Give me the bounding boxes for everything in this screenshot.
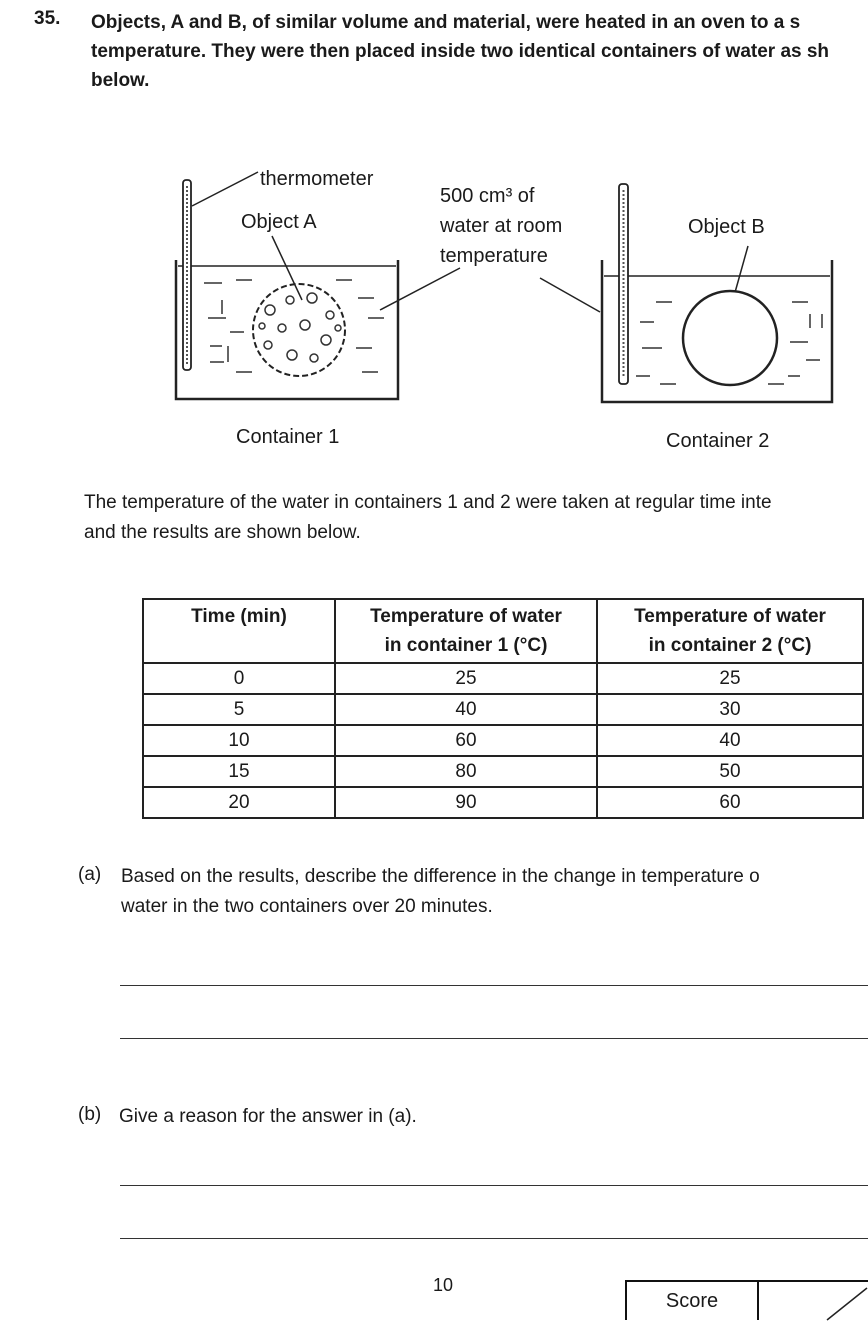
score-slash-mark (757, 1282, 868, 1322)
table-row (143, 725, 863, 756)
part-a-text: Based on the results, describe the difference in the change in temperature o water in the two containers over 20 minutes. (121, 866, 760, 917)
experiment-diagram (0, 150, 868, 460)
answer-line-b2[interactable] (120, 1238, 868, 1239)
table-cell: 25 (335, 663, 597, 694)
table-cell: 0 (143, 663, 335, 694)
score-label-box: Score (625, 1280, 759, 1320)
table-row (143, 694, 863, 725)
table-cell: 90 (335, 787, 597, 818)
table-cell: 60 (597, 787, 863, 818)
header-container-1: Temperature of water in container 1 (°C) (335, 599, 597, 663)
table-cell: 25 (597, 663, 863, 694)
table-cell: 15 (143, 756, 335, 787)
table-cell: 20 (143, 787, 335, 818)
table-cell: 80 (335, 756, 597, 787)
part-a-label: (a) (78, 864, 102, 885)
thermometer-1 (183, 180, 191, 370)
label-water-1: 500 cm³ of (440, 185, 535, 207)
label-container-1: Container 1 (236, 426, 340, 448)
table-cell: 40 (335, 694, 597, 725)
thermometer-2 (619, 184, 628, 384)
label-object-a: Object A (241, 211, 317, 233)
object-a (253, 284, 345, 376)
results-table (142, 598, 864, 819)
label-water-3: temperature (440, 245, 548, 267)
table-cell: 40 (597, 725, 863, 756)
results-intro: The temperature of the water in containers 1 and 2 were taken at regular time inte and the results are shown below. (84, 492, 772, 543)
header-container-2: Temperature of water in container 2 (°C) (597, 599, 863, 663)
score-entry-box[interactable] (757, 1280, 868, 1320)
table-cell: 10 (143, 725, 335, 756)
question-text: Objects, A and B, of similar volume and material, were heated in an oven to a s temperature. They were then placed inside two identical containers of water as sh below. (91, 12, 830, 91)
table-cell: 5 (143, 694, 335, 725)
part-b-text: Give a reason for the answer in (a). (119, 1106, 417, 1127)
part-b-label: (b) (78, 1104, 102, 1125)
object-b (683, 291, 777, 385)
table-header-row (143, 599, 863, 663)
header-time: Time (min) (143, 599, 335, 663)
page-number: 10 (433, 1275, 454, 1295)
label-container-2: Container 2 (666, 430, 770, 452)
answer-line-b1[interactable] (120, 1185, 868, 1186)
table-row (143, 756, 863, 787)
table-cell: 30 (597, 694, 863, 725)
answer-line-a2[interactable] (120, 1038, 868, 1039)
label-object-b: Object B (688, 216, 765, 238)
table-cell: 50 (597, 756, 863, 787)
table-row (143, 663, 863, 694)
label-thermometer: thermometer (260, 168, 374, 190)
question-number: 35. (34, 8, 61, 29)
answer-line-a1[interactable] (120, 985, 868, 986)
table-row (143, 787, 863, 818)
label-water-2: water at room (440, 215, 563, 237)
table-cell: 60 (335, 725, 597, 756)
